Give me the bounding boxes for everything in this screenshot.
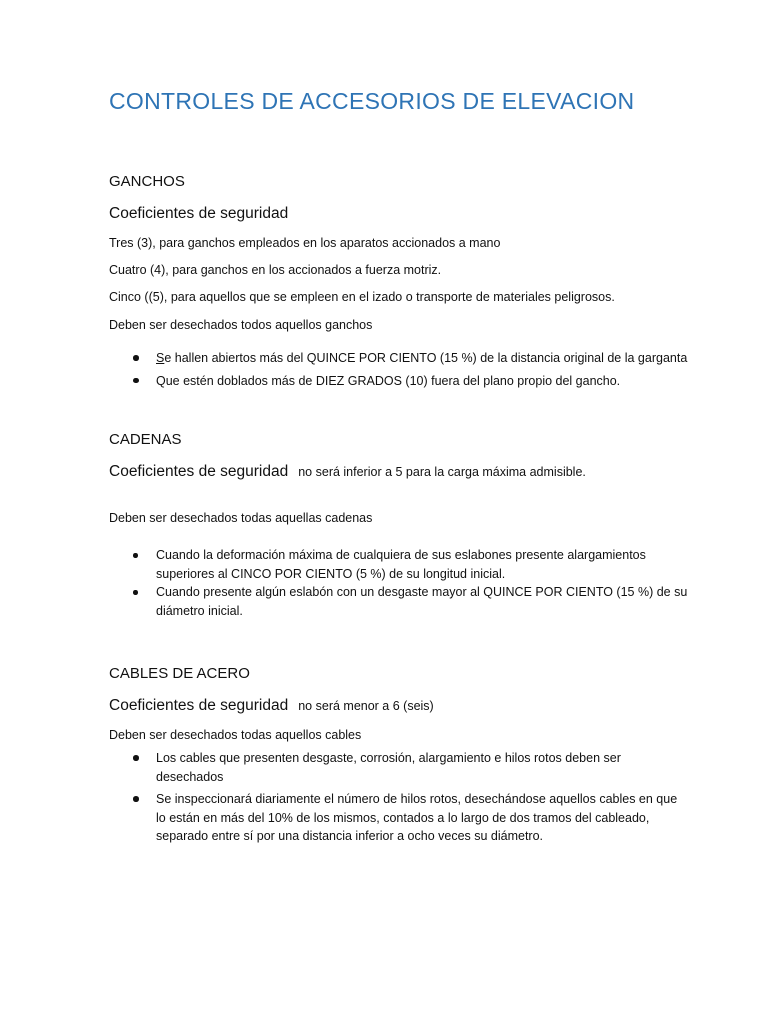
bullet-text: Los cables que presenten desgaste, corrosión, alargamiento e hilos rotos deben ser [156,751,621,765]
cables-desechar: Deben ser desechados todas aquellos cables [109,728,362,742]
ganchos-line-3: Cinco ((5), para aquellos que se empleen en el izado o transporte de materiales peligrosos. [109,290,615,304]
list-item [109,749,709,786]
bullet-dot-icon [133,755,139,761]
bullet-text: Que estén doblados más de DIEZ GRADOS (10) fuera del plano propio del gancho. [156,373,621,388]
bullet-text-first-letter: S [156,351,165,365]
bullet-dot-icon [133,553,138,558]
cables-coef-row [109,697,434,715]
bullet-text: Cuando la deformación máxima de cualquiera de sus eslabones presente alargamientos [156,548,646,562]
cadenas-desechar: Deben ser desechados todas aquellas cadenas [109,511,373,525]
section-heading-cadenas: CADENAS [109,431,182,448]
list-item [109,349,709,368]
bullet-dot-icon [133,590,138,595]
cadenas-coef-label: Coeficientes de seguridad [109,463,289,480]
cables-bullet-list [109,749,709,846]
bullet-dot-icon [133,355,139,361]
cadenas-coef-row [109,463,586,481]
cables-coef-label: Coeficientes de seguridad [109,697,289,714]
cables-coef-note: no será menor a 6 (seis) [298,699,434,713]
bullet-text: superiores al CINCO POR CIENTO (5 %) de su longitud inicial. [156,566,506,581]
list-item [109,546,709,583]
list-item [109,372,709,391]
bullet-text: e hallen abiertos más del QUINCE POR CIENTO (15 %) de la distancia original de la garganta [164,351,688,365]
bullet-dot-icon [133,378,139,384]
cadenas-bullet-list [109,546,709,620]
section-heading-cables: CABLES DE ACERO [109,665,250,682]
list-item [109,583,709,620]
section-heading-ganchos: GANCHOS [109,173,185,190]
list-item [109,790,709,846]
ganchos-line-2: Cuatro (4), para ganchos en los accionados a fuerza motriz. [109,263,442,277]
bullet-text: Cuando presente algún eslabón con un desgaste mayor al QUINCE POR CIENTO (15 %) de su [156,585,688,599]
cadenas-coef-note: no será inferior a 5 para la carga máxima admisible. [298,465,586,479]
bullet-text: Se inspeccionará diariamente el número de hilos rotos, desechándose aquellos cables en que [156,792,678,806]
bullet-text: diámetro inicial. [156,603,243,618]
bullet-text: separado entre sí por una distancia inferior a ocho veces su diámetro. [156,829,544,843]
ganchos-coef-label: Coeficientes de seguridad [109,205,289,222]
bullet-dot-icon [133,796,139,802]
ganchos-line-1: Tres (3), para ganchos empleados en los aparatos accionados a mano [109,236,501,250]
bullet-text: desechados [156,769,224,784]
ganchos-desechar: Deben ser desechados todos aquellos ganchos [109,318,373,332]
document-title: CONTROLES DE ACCESORIOS DE ELEVACION [109,88,635,114]
bullet-text: lo están en más del 10% de los mismos, contados a lo largo de dos tramos del cableado, [156,810,650,825]
ganchos-bullet-list [109,349,709,390]
